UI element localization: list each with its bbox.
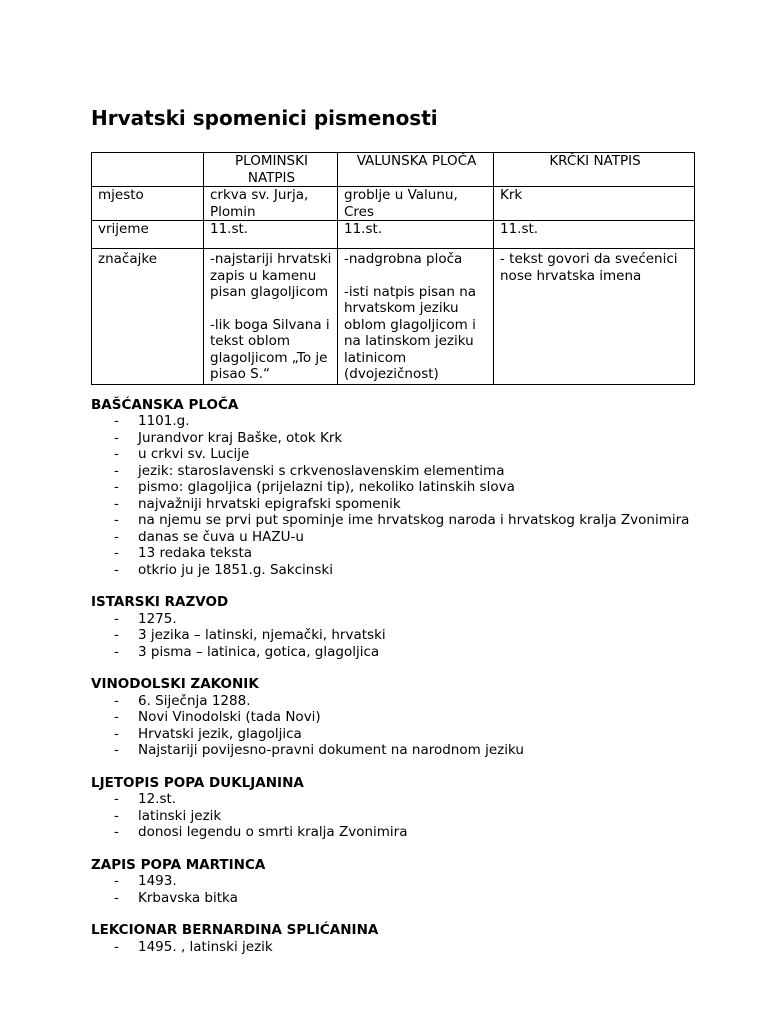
section [91,676,711,759]
section-title: LJETOPIS POPA DUKLJANINA [91,774,304,791]
cell-text: Krk [500,187,523,203]
list-item: - 13 redaka teksta [91,545,711,562]
bullet-list [91,693,711,759]
section [91,775,711,841]
section-title: ZAPIS POPA MARTINCA [91,856,266,873]
page-title: Hrvatski spomenici pismenosti [91,106,438,130]
table-cell [494,221,695,249]
list-item: - Jurandvor kraj Baške, otok Krk [91,430,711,447]
bullet-list [91,939,711,956]
table-row [92,249,695,385]
list-item: - jezik: staroslavenski s crkvenoslavenskim elementima [91,463,711,480]
list-item: - 3 jezika – latinski, njemački, hrvatski [91,627,711,644]
table-cell [338,249,494,385]
row-label: mjesto [92,187,204,221]
list-item: - otkrio ju je 1851.g. Sakcinski [91,562,711,579]
table-cell [204,187,338,221]
section-title: VINODOLSKI ZAKONIK [91,676,259,692]
list-item: - pismo: glagoljica (prijelazni tip), nekoliko latinskih slova [91,479,711,496]
bullet-list [91,873,711,906]
table-cell [338,187,494,221]
cell-text: -lik boga Silvana i tekst oblom glagoljicom „To je pisao S.“ [210,316,330,382]
section-title: BAŠĆANSKA PLOČA [91,396,239,413]
table-cell [494,187,695,221]
list-item: - Hrvatski jezik, glagoljica [91,726,711,743]
table-row [92,187,695,221]
section [91,922,711,955]
sections-container [91,397,711,956]
cell-text: -nadgrobna ploča [344,251,463,267]
list-item: - 1495. , latinski jezik [91,939,711,956]
cell-text: -isti natpis pisan na hrvatskom jeziku oblom glagoljicom i na latinskom jeziku latinicom (dvojezičnost) [344,283,477,382]
document-page [91,104,711,955]
bullet-list [91,611,711,661]
cell-text: 11.st. [344,221,383,237]
table-header-cell: PLOMINSKI NATPIS [204,153,338,187]
table-cell [494,249,695,385]
cell-text: - tekst govori da svećenici nose hrvatska imena [500,251,678,284]
list-item: - najvažniji hrvatski epigrafski spomenik [91,496,711,513]
list-item: - 1275. [91,611,711,628]
table-header-cell: VALUNSKA PLOČA [338,153,494,187]
table-cell [204,249,338,385]
cell-text: -najstariji hrvatski zapis u kamenu pisan glagoljicom [210,251,332,300]
list-item: - u crkvi sv. Lucije [91,446,711,463]
section [91,594,711,660]
table-header-row [92,153,695,187]
monuments-table [91,152,695,385]
list-item: - Najstariji povijesno-pravni dokument na narodnom jeziku [91,742,711,759]
bullet-list [91,413,711,578]
list-item: - na njemu se prvi put spominje ime hrvatskog naroda i hrvatskog kralja Zvonimira [91,512,711,529]
cell-text: groblje u Valunu, Cres [344,187,458,220]
list-item: - danas se čuva u HAZU-u [91,529,711,546]
table-cell [338,221,494,249]
cell-text: crkva sv. Jurja, Plomin [210,187,309,220]
table-cell [204,221,338,249]
list-item: - 1493. [91,873,711,890]
section-title: LEKCIONAR BERNARDINA SPLIĆANINA [91,922,379,938]
cell-text: 11.st. [210,221,249,237]
list-item: - 3 pisma – latinica, gotica, glagoljica [91,644,711,661]
table-row [92,221,695,249]
list-item: - 6. Siječnja 1288. [91,693,711,710]
section [91,397,711,579]
row-label: značajke [92,249,204,385]
list-item: - donosi legendu o smrti kralja Zvonimira [91,824,711,841]
list-item: - Novi Vinodolski (tada Novi) [91,709,711,726]
list-item: - latinski jezik [91,808,711,825]
section [91,857,711,907]
list-item: - 12.st. [91,791,711,808]
bullet-list [91,791,711,841]
table-header-cell: KRČKI NATPIS [494,153,695,187]
cell-text: 11.st. [500,221,539,237]
list-item: - 1101.g. [91,413,711,430]
section-title: ISTARSKI RAZVOD [91,594,229,610]
list-item: - Krbavska bitka [91,890,711,907]
table-header-cell [92,153,204,187]
row-label: vrijeme [92,221,204,249]
